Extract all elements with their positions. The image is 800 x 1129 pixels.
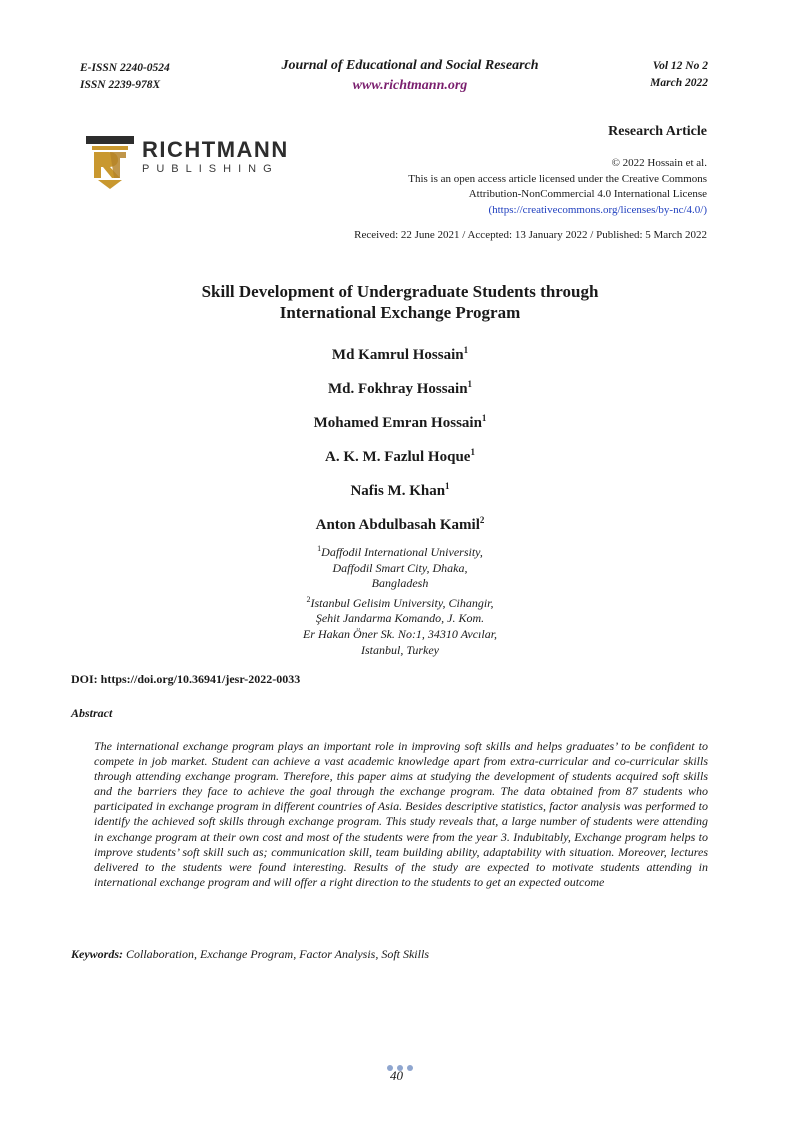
license-link-line — [408, 203, 707, 219]
affiliation-1-line-3: Bangladesh — [371, 576, 429, 591]
volume-block — [650, 58, 708, 92]
license-block — [408, 156, 707, 218]
author-affiliation-mark: 2 — [479, 515, 485, 525]
page-number: 40 — [390, 1068, 403, 1083]
author-name: Md. Fokhray Hossain — [327, 381, 468, 397]
affiliation-text: Istanbul Gelisim University, Cihangir, — [310, 595, 494, 610]
affiliation-1-line-1 — [200, 541, 600, 561]
author — [100, 340, 700, 374]
author-affiliation-mark: 1 — [467, 379, 473, 389]
richtmann-emblem-icon — [84, 132, 136, 190]
issue-date: March 2022 — [650, 77, 708, 89]
author-affiliation-mark: 1 — [445, 481, 450, 491]
license-link-open: ( — [488, 203, 493, 216]
author — [100, 476, 700, 510]
logo-subname: PUBLISHING — [142, 163, 279, 175]
title-line-1: Skill Development of Undergraduate Students through — [201, 282, 599, 301]
license-line-2: Attribution-NonCommercial 4.0 International License — [468, 188, 707, 200]
journal-header — [200, 56, 620, 96]
author-affiliation-mark: 1 — [470, 447, 475, 457]
abstract-heading: Abstract — [71, 706, 113, 720]
license-link-close: ) — [703, 203, 707, 216]
paper-title — [100, 281, 700, 323]
license-link[interactable]: https://creativecommons.org/licenses/by-nc/4.0/ — [492, 203, 704, 216]
doi-link[interactable]: DOI: https://doi.org/10.36941/jesr-2022-0033 — [71, 672, 301, 686]
author-affiliation-mark: 1 — [481, 413, 487, 423]
volume: Vol 12 No 2 — [652, 60, 708, 72]
journal-title: Journal of Educational and Social Research — [281, 58, 539, 73]
affiliation-mark: 2 — [306, 594, 311, 604]
abstract-text: The international exchange program plays an important role in improving soft skills and helps graduates’ to be confident to compete in job market. Student can achieve a vast academic knowledge apart from extra-curricular and co-curricular skills through attending exchange program. Therefore, this paper aims at studying the development of students acquired soft skills and the barriers they face to achieve the goal through the exchange program. The data obtained from 87 students who participated in exchange program in different countries of Asia. Besides descriptive statistics, factor analysis was performed to identify the achieved soft skills through exchange program. This study reveals that, a large number of students were attending in exchange program at their own cost and most of the students were from the year 3. Indubitably, Exchange program helps to improve students’ soft skill such as; communication skill, team building ability, adaptability with situation. Moreover, lectures delivered to the students were found interesting. Results of the study are expected to motivate students attending in international exchange program and will offer a right direction to the students to get an expected outcome — [94, 739, 708, 889]
logo-name: RICHTMANN — [142, 137, 289, 162]
affiliations — [200, 541, 600, 658]
title-line-2: International Exchange Program — [279, 303, 521, 322]
affiliation-text: Daffodil International University, — [321, 545, 483, 559]
author — [100, 442, 700, 476]
author — [100, 510, 700, 544]
affiliation-mark: 1 — [317, 544, 322, 553]
affiliation-2-line-3: Er Hakan Öner Sk. No:1, 34310 Avcılar, — [302, 626, 498, 641]
license-line-1: This is an open access article licensed under the Creative Commons — [408, 172, 707, 185]
copyright: © 2022 Hossain et al. — [611, 157, 707, 169]
journal-url[interactable]: www.richtmann.org — [352, 78, 468, 93]
author-name: Md Kamrul Hossain — [331, 347, 464, 363]
affiliation-2-line-1 — [200, 592, 600, 612]
affiliation-1-line-2: Daffodil Smart City, Dhaka, — [332, 560, 468, 575]
eissn: E-ISSN 2240-0524 — [80, 62, 170, 74]
author-name: Nafis M. Khan — [350, 483, 446, 499]
author — [100, 374, 700, 408]
article-type: Research Article — [608, 124, 707, 139]
keywords-text: Collaboration, Exchange Program, Factor Analysis, Soft Skills — [123, 947, 429, 961]
issn: ISSN 2239-978X — [80, 79, 161, 91]
keywords-label: Keywords: — [71, 947, 123, 961]
keywords — [71, 947, 429, 962]
author-name: Mohamed Emran Hossain — [313, 415, 482, 431]
publisher-logo — [84, 132, 289, 190]
author-affiliation-mark: 1 — [463, 345, 469, 355]
author-list — [100, 340, 700, 544]
publication-dates: Received: 22 June 2021 / Accepted: 13 January 2022 / Published: 5 March 2022 — [354, 229, 707, 241]
affiliation-2-line-4: Istanbul, Turkey — [361, 642, 439, 657]
issn-block — [80, 60, 170, 94]
author — [100, 408, 700, 442]
author-name: Anton Abdulbasah Kamil — [315, 517, 480, 533]
author-name: A. K. M. Fazlul Hoque — [325, 449, 471, 465]
affiliation-2-line-2: Şehit Jandarma Komando, J. Kom. — [315, 611, 485, 626]
